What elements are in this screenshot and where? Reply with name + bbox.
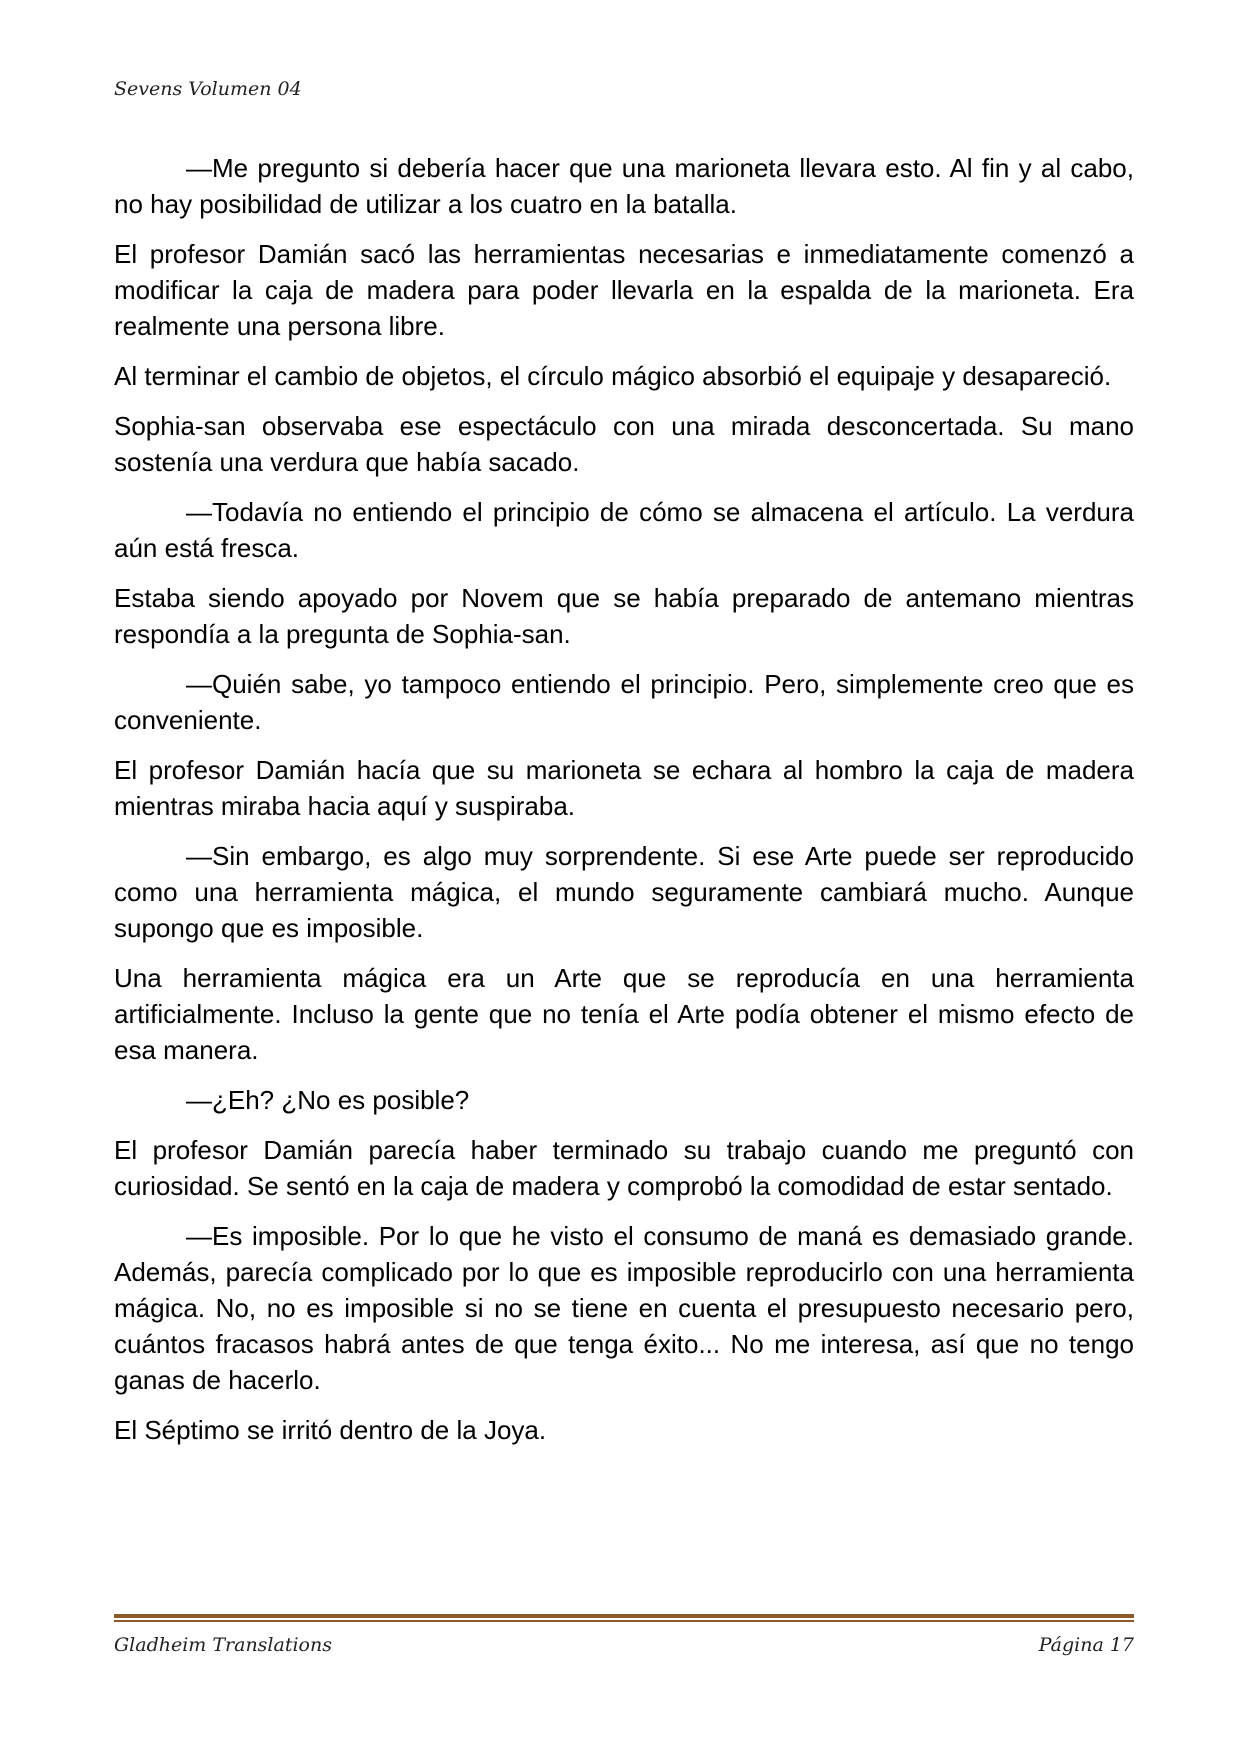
footer-rule-thin bbox=[114, 1620, 1134, 1622]
paragraph: Al terminar el cambio de objetos, el círculo mágico absorbió el equipaje y desapareció. bbox=[114, 361, 1112, 391]
paragraph: El profesor Damián hacía que su marioneta se echara al hombro la caja de madera mientras miraba hacia aquí y suspiraba. bbox=[114, 755, 1134, 821]
paragraph: Estaba siendo apoyado por Novem que se había preparado de antemano mientras respondía a la pregunta de Sophia-san. bbox=[114, 583, 1134, 649]
paragraph: El profesor Damián parecía haber terminado su trabajo cuando me preguntó con curiosidad. Se sentó en la caja de madera y comprobó la comodidad de estar sentado. bbox=[114, 1135, 1134, 1201]
paragraph: —Quién sabe, yo tampoco entiendo el principio. Pero, simplemente creo que es conveniente. bbox=[114, 669, 1134, 735]
paragraph: —Todavía no entiendo el principio de cómo se almacena el artículo. La verdura aún está fresca. bbox=[114, 497, 1134, 563]
page-number: Página 17 bbox=[1038, 1634, 1134, 1656]
paragraph: Sophia-san observaba ese espectáculo con una mirada desconcertada. Su mano sostenía una verdura que había sacado. bbox=[114, 411, 1134, 477]
footer-rule bbox=[114, 1614, 1134, 1624]
paragraph: —Sin embargo, es algo muy sorprendente. Si ese Arte puede ser reproducido como una herramienta mágica, el mundo seguramente cambiará mucho. Aunque supongo que es imposible. bbox=[114, 841, 1134, 943]
footer-rule-thick bbox=[114, 1614, 1134, 1618]
paragraph: El Séptimo se irritó dentro de la Joya. bbox=[114, 1415, 547, 1445]
paragraph: Una herramienta mágica era un Arte que se reproducía en una herramienta artificialmente. Incluso la gente que no tenía el Arte podía obtener el mismo efecto de esa manera. bbox=[114, 963, 1134, 1065]
running-header: Sevens Volumen 04 bbox=[114, 78, 302, 100]
paragraph: —¿Eh? ¿No es posible? bbox=[186, 1085, 470, 1115]
paragraph: El profesor Damián sacó las herramientas necesarias e inmediatamente comenzó a modificar la caja de madera para poder llevarla en la espalda de la marioneta. Era realmente una persona libre. bbox=[114, 239, 1134, 341]
paragraph: —Es imposible. Por lo que he visto el consumo de maná es demasiado grande. Además, parecía complicado por lo que es imposible reproducirlo con una herramienta mágica. No, no es imposible si no se tiene en cuenta el presupuesto necesario pero, cuántos fracasos habrá antes de que tenga éxito... No me interesa, así que no tengo ganas de hacerlo. bbox=[114, 1221, 1134, 1395]
body-text bbox=[114, 150, 1134, 1462]
paragraph: —Me pregunto si debería hacer que una marioneta llevara esto. Al fin y al cabo, no hay posibilidad de utilizar a los cuatro en la batalla. bbox=[114, 153, 1134, 219]
footer-credit: Gladheim Translations bbox=[114, 1634, 332, 1656]
